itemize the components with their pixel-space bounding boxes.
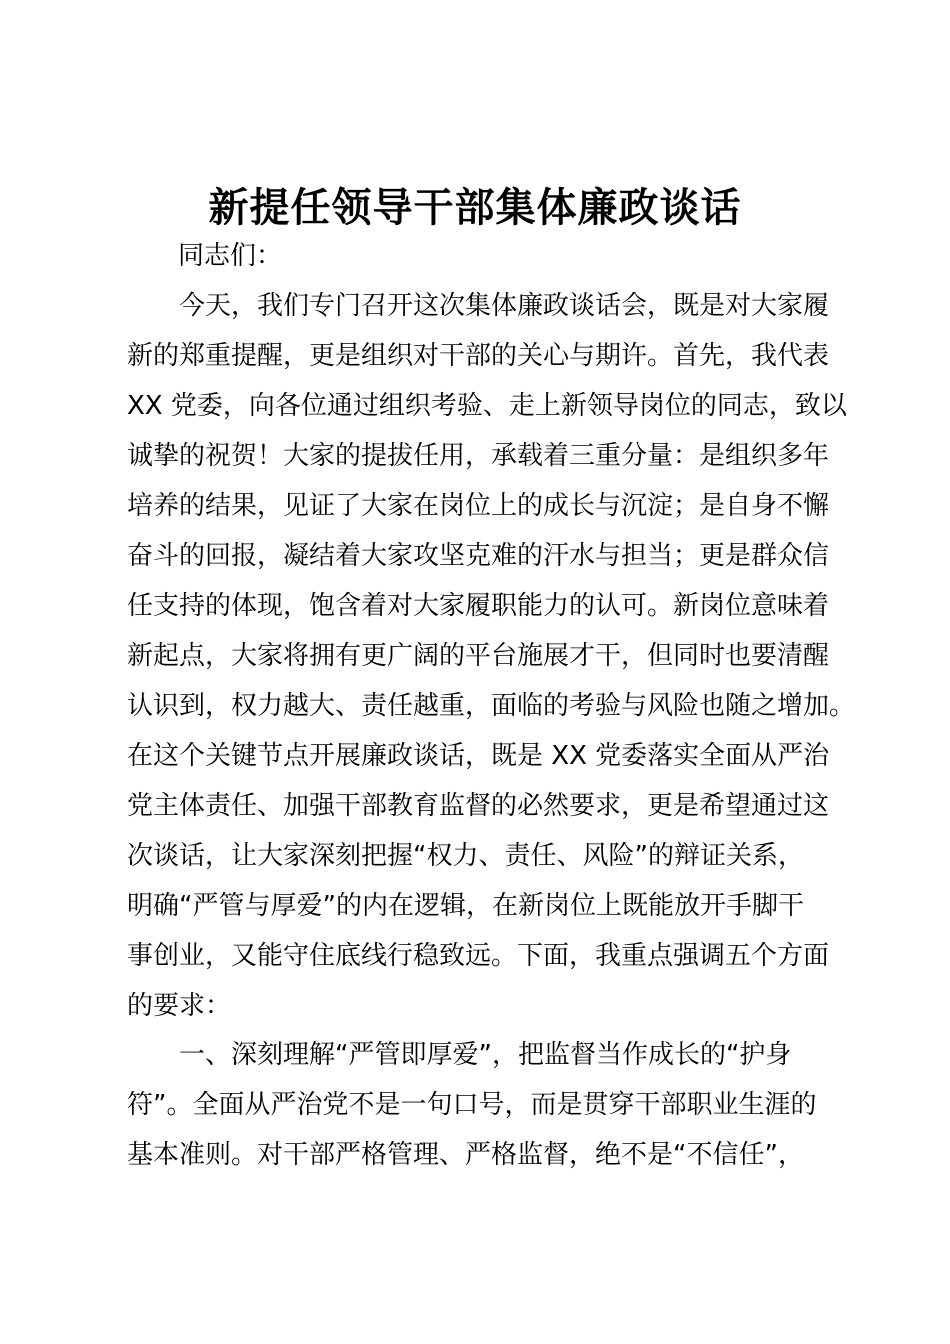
text-line: 党主体责任、加强干部教育监督的必然要求，更是希望通过这	[127, 791, 830, 821]
text-line: 今天，我们专门召开这次集体廉政谈话会，既是对大家履	[127, 291, 830, 321]
text-line: 任支持的体现，饱含着对大家履职能力的认可。新岗位意味着	[127, 591, 830, 621]
text-line: 在这个关键节点开展廉政谈话，既是 XX 党委落实全面从严治	[127, 741, 830, 771]
text-line: 认识到，权力越大、责任越重，面临的考验与风险也随之增加。	[127, 691, 856, 721]
document-title: 新提任领导干部集体廉政谈话	[208, 184, 742, 231]
text-line: XX 党委，向各位通过组织考验、走上新领导岗位的同志，致以	[127, 391, 847, 421]
text-line: 新的郑重提醒，更是组织对干部的关心与期许。首先，我代表	[127, 341, 830, 371]
salutation: 同志们：	[178, 241, 283, 271]
text-line: 培养的结果，见证了大家在岗位上的成长与沉淀；是自身不懈	[127, 491, 830, 521]
text-line: 符”。全面从严治党不是一句口号，而是贯穿干部职业生涯的	[127, 1090, 817, 1120]
text-line: 明确“严管与厚爱”的内在逻辑，在新岗位上既能放开手脚干	[127, 891, 804, 921]
paragraph-intro	[127, 281, 856, 1031]
paragraph-section-one	[127, 1030, 847, 1180]
text-line: 的要求：	[127, 991, 232, 1021]
text-line: 一、深刻理解“严管即厚爱”，把监督当作成长的“护身	[127, 1040, 792, 1070]
text-line: 次谈话，让大家深刻把握“权力、责任、风险”的辩证关系，	[127, 841, 804, 871]
text-line: 诚挚的祝贺！大家的提拔任用，承载着三重分量：是组织多年	[127, 441, 830, 471]
text-line: 新起点，大家将拥有更广阔的平台施展才干，但同时也要清醒	[127, 641, 830, 671]
text-line: 基本准则。对干部严格管理、严格监督，绝不是“不信任”，	[127, 1140, 804, 1170]
text-line: 奋斗的回报，凝结着大家攻坚克难的汗水与担当；更是群众信	[127, 541, 830, 571]
text-line: 事创业，又能守住底线行稳致远。下面，我重点强调五个方面	[127, 941, 830, 971]
